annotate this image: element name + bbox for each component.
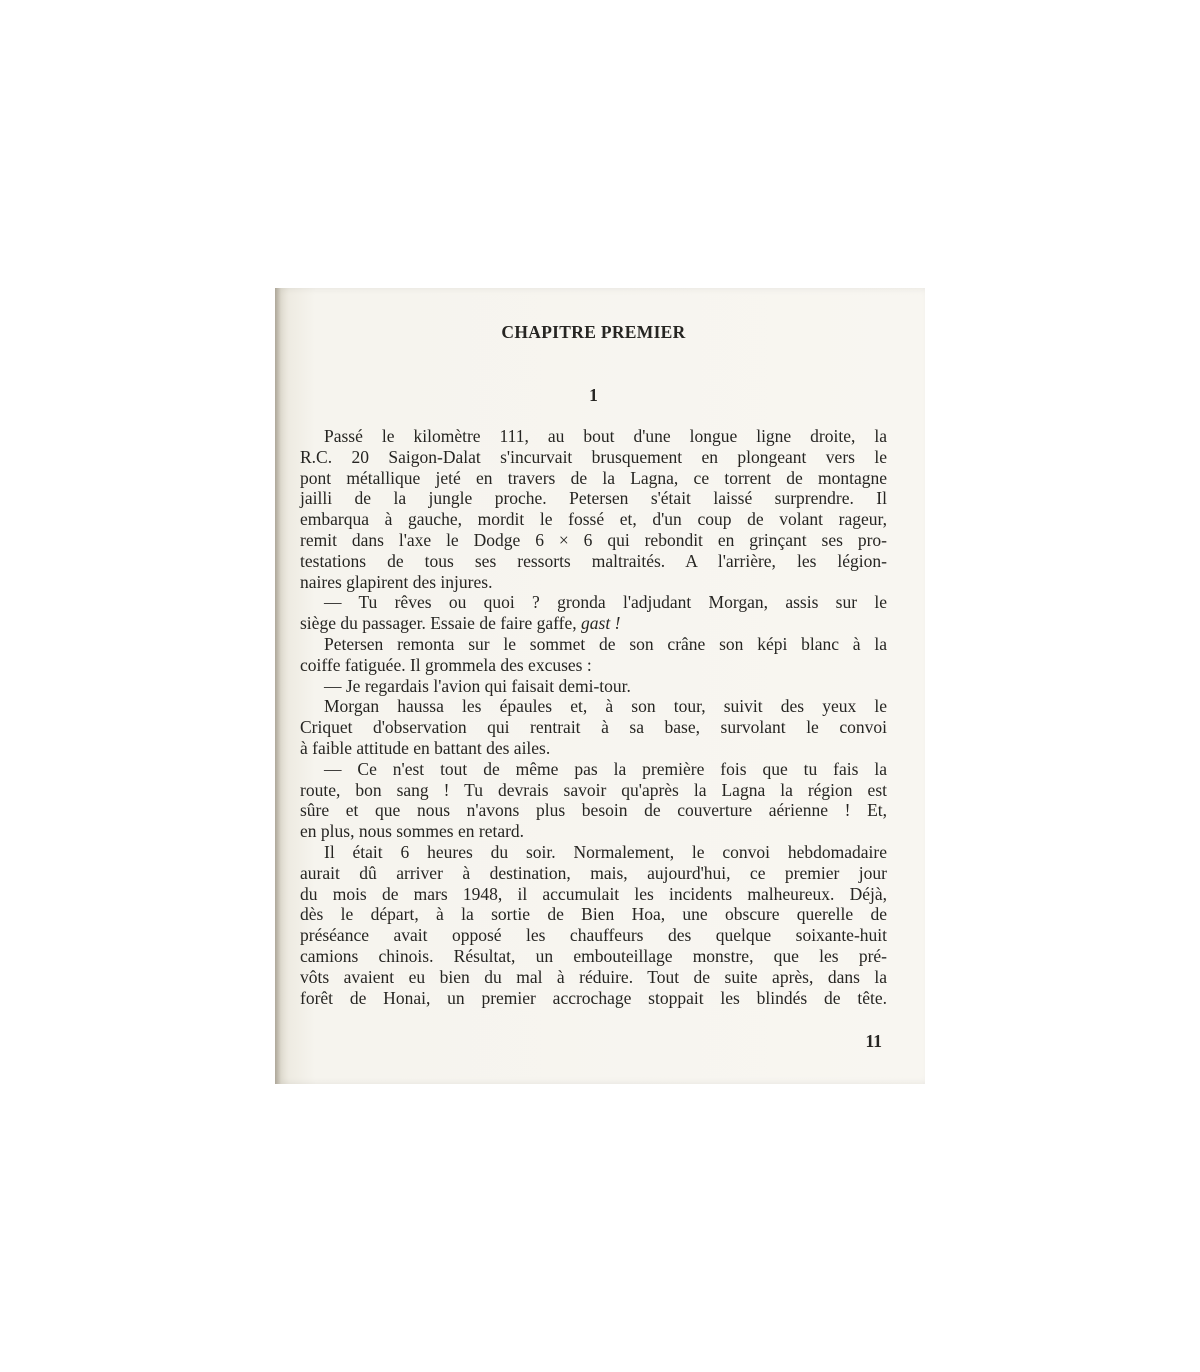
text-line-content: siège du passager. Essaie de faire gaffe, xyxy=(300,613,582,634)
text-line xyxy=(300,925,887,946)
text-line xyxy=(300,842,887,863)
text-line-content: en plus, nous sommes en retard. xyxy=(300,821,525,842)
text-line-content: pont métallique jeté en travers de la Lagna, ce torrent de montagne xyxy=(300,467,887,488)
text-line-content: préséance avait opposé les chauffeurs des quelque soixante-huit xyxy=(300,925,887,946)
text-line xyxy=(300,509,887,530)
text-line-content: — Je regardais l'avion qui faisait demi-tour. xyxy=(324,675,631,696)
text-line xyxy=(300,904,887,925)
text-line xyxy=(300,468,887,489)
text-line xyxy=(300,447,887,468)
book-page xyxy=(275,288,925,1084)
text-line-content: — Ce n'est tout de même pas la première fois que tu fais la xyxy=(324,758,887,779)
text-line-content: dès le départ, à la sortie de Bien Hoa, une obscure querelle de xyxy=(300,904,887,925)
text-line-content: route, bon sang ! Tu devrais savoir qu'après la Lagna la région est xyxy=(300,779,887,800)
text-line xyxy=(300,884,887,905)
section-number: 1 xyxy=(589,385,598,405)
text-line-content: sûre et que nous n'avons plus besoin de couverture aérienne ! Et, xyxy=(300,800,887,821)
text-line xyxy=(300,426,887,447)
text-line-content: Criquet d'observation qui rentrait à sa base, survolant le convoi xyxy=(300,717,887,738)
text-line xyxy=(300,863,887,884)
text-line xyxy=(300,488,887,509)
text-line xyxy=(300,800,887,821)
text-line xyxy=(300,572,887,593)
text-line-content: du mois de mars 1948, il accumulait les incidents malheureux. Déjà, xyxy=(300,883,887,904)
text-line-content: coiffe fatiguée. Il grommela des excuses : xyxy=(300,654,592,675)
text-line-content: Il était 6 heures du soir. Normalement, le convoi hebdomadaire xyxy=(324,841,887,862)
text-line xyxy=(300,676,887,697)
text-line-content: à faible attitude en battant des ailes. xyxy=(300,737,551,758)
text-line-content: forêt de Honai, un premier accrochage stoppait les blindés de tête. xyxy=(300,987,887,1008)
text-line-content: naires glapirent des injures. xyxy=(300,571,493,592)
text-line xyxy=(300,551,887,572)
body-text xyxy=(300,426,887,1008)
text-line-content: — Tu rêves ou quoi ? gronda l'adjudant Morgan, assis sur le xyxy=(324,592,887,613)
text-line xyxy=(300,655,887,676)
text-line-content: remit dans l'axe le Dodge 6 × 6 qui rebondit en grinçant ses pro- xyxy=(300,529,887,550)
text-line-content: embarqua à gauche, mordit le fossé et, d'un coup de volant rageur, xyxy=(300,509,887,530)
text-line xyxy=(300,759,887,780)
text-line xyxy=(300,988,887,1009)
chapter-title: CHAPITRE PREMIER xyxy=(501,322,686,342)
text-line xyxy=(300,738,887,759)
text-line xyxy=(300,592,887,613)
text-line-content: aurait dû arriver à destination, mais, aujourd'hui, ce premier jour xyxy=(300,862,887,883)
text-line-content: jailli de la jungle proche. Petersen s'était laissé surprendre. Il xyxy=(300,488,887,509)
text-line-content: vôts avaient eu bien du mal à réduire. Tout de suite après, dans la xyxy=(300,966,887,987)
italic-word: gast ! xyxy=(581,613,621,634)
text-line xyxy=(300,717,887,738)
text-line xyxy=(300,946,887,967)
page-number: 11 xyxy=(865,1031,882,1051)
text-line xyxy=(300,634,887,655)
text-line xyxy=(300,530,887,551)
text-line-content: R.C. 20 Saigon-Dalat s'incurvait brusquement en plongeant vers le xyxy=(300,446,887,467)
text-line xyxy=(300,967,887,988)
text-line-content: camions chinois. Résultat, un embouteillage monstre, que les pré- xyxy=(300,945,887,966)
text-line xyxy=(300,613,887,634)
text-line xyxy=(300,821,887,842)
text-line xyxy=(300,780,887,801)
text-line-content: testations de tous ses ressorts maltraités. A l'arrière, les légion- xyxy=(300,550,887,571)
text-line xyxy=(300,696,887,717)
text-line-content: Passé le kilomètre 111, au bout d'une longue ligne droite, la xyxy=(324,426,887,446)
text-line-content: Petersen remonta sur le sommet de son crâne son képi blanc à la xyxy=(324,633,887,654)
text-line-content: Morgan haussa les épaules et, à son tour, suivit des yeux le xyxy=(324,696,887,717)
